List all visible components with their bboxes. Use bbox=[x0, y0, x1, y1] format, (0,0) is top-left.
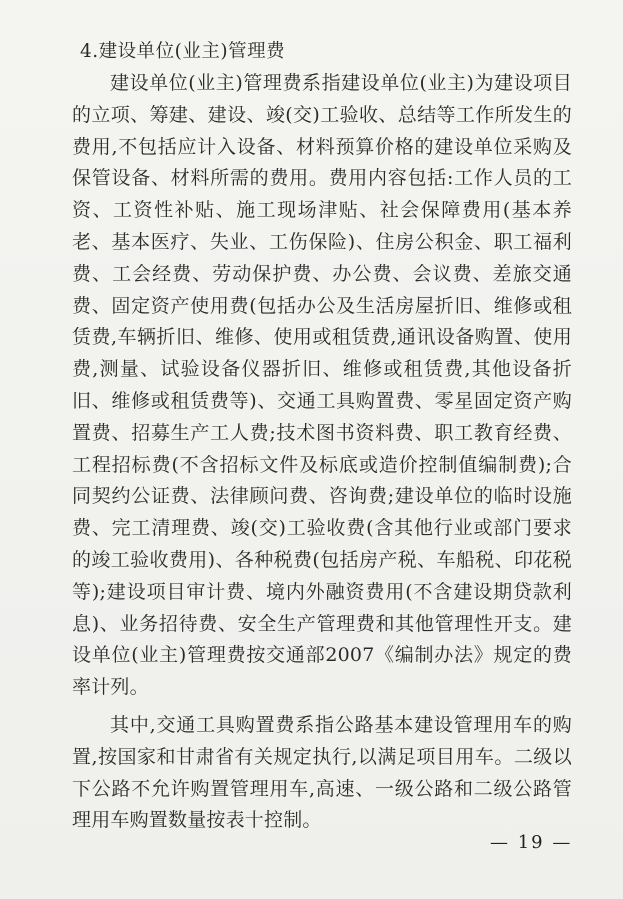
section-heading: 4.建设单位(业主)管理费 bbox=[80, 41, 286, 62]
page-number: — 19 — bbox=[490, 832, 573, 853]
paragraph-vehicle-purchase: 其中,交通工具购置费系指公路基本建设管理用车的购置,按国家和甘肃省有关规定执行,以满足项目用车。二级以下公路不允许购置管理用车,高速、一级公路和二级公路管理用车购置数量按表十控制。 bbox=[72, 713, 572, 832]
paragraph-definition: 建设单位(业主)管理费系指建设单位(业主)为建设项目的立项、筹建、建设、竣(交)工验收、总结等工作所发生的费用,不包括应计入设备、材料预算价格的建设单位采购及保管设备、材料所需的费用。费用内容包括:工作人员的工资、工资性补贴、施工现场津贴、社会保障费用(基本养老、基本医疗、失业、工伤保险)、住房公积金、职工福利费、工会经费、劳动保护费、办公费、会议费、差旅交通费、固定资产使用费(包括办公及生活房屋折旧、维修或租赁费,车辆折旧、维修、使用或租赁费,通讯设备购置、使用费,测量、试验设备仪器折旧、维修或租赁费,其他设备折旧、维修或租赁费等)、交通工具购置费、零星固定资产购置费、招募生产工人费;技术图书资料费、职工教育经费、工程招标费(不含招标文件及标底或造价控制值编制费);合同契约公证费、法律顾问费、咨询费;建设单位的临时设施费、完工清理费、竣(交)工验收费(含其他行业或部门要求的竣工验收费用)、各种税费(包括房产税、车船税、印花税等);建设项目审计费、境内外融资费用(不含建设期贷款利息)、业务招待费、安全生产管理费和其他管理性开支。建设单位(业主)管理费按交通部2007《编制办法》规定的费率计列。 bbox=[72, 72, 572, 699]
document-body bbox=[72, 36, 572, 837]
